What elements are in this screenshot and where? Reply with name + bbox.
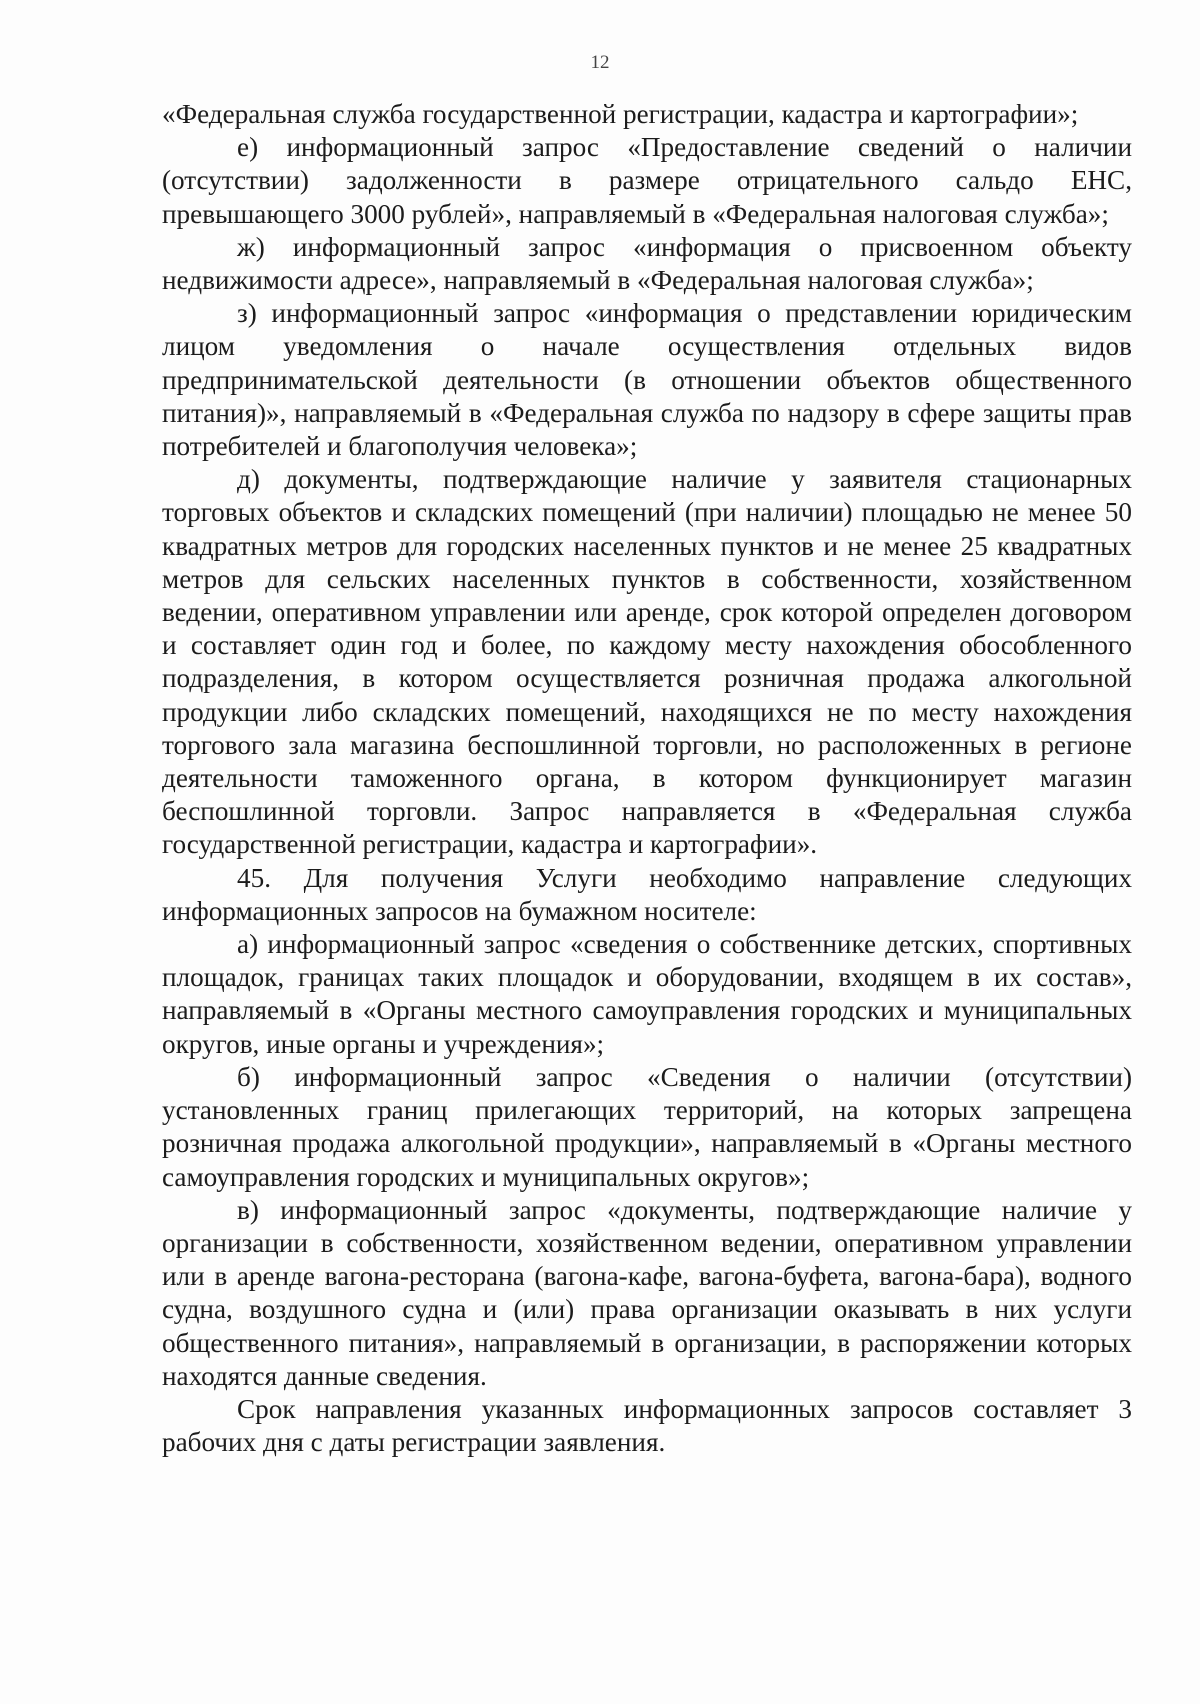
paragraph-item-b: б) информационный запрос «Сведения о наличии (отсутствии) установленных границ прилегающих территорий, на которых запрещена розничная продажа алкогольной продукции», направляемый в «Органы местного самоуправления городских и муниципальных округов»; — [162, 1061, 1132, 1192]
paragraph-item-zh: ж) информационный запрос «информация о присвоенном объекту недвижимости адресе», направляемый в «Федеральная налоговая служба»; — [162, 231, 1132, 296]
paragraph-deadline: Срок направления указанных информационных запросов составляет 3 рабочих дня с даты регистрации заявления. — [162, 1393, 1132, 1458]
paragraph-continuation: «Федеральная служба государственной регистрации, кадастра и картографии»; — [162, 99, 1079, 129]
page-number: 12 — [590, 52, 610, 73]
paragraph-item-a: а) информационный запрос «сведения о собственнике детских, спортивных площадок, границах таких площадок и оборудовании, входящем в их состав», направляемый в «Органы местного самоуправления городских и муниципальных округов, иные органы и учреждения»; — [162, 929, 1132, 1059]
paragraph-section-45: 45. Для получения Услуги необходимо направление следующих информационных запросов на бумажном носителе: — [162, 862, 1132, 926]
paragraph-item-z: з) информационный запрос «информация о представлении юридическим лицом уведомления о начале осуществления отдельных видов предпринимательской деятельности (в отношении объектов общественного питания)», направляемый в «Федеральная служба по надзору в сфере защиты прав потребителей и благополучия человека»; — [162, 298, 1132, 462]
paragraph-item-v: в) информационный запрос «документы, подтверждающие наличие у организации в собственности, хозяйственном ведении, оперативном управлении или в аренде вагона-ресторана (вагона-кафе, вагона-буфета, вагона-бара), водного судна, воздушного судна и (или) права организации оказывать в них услуги общественного питания», направляемый в организации, в распоряжении которых находятся данные сведения. — [162, 1194, 1132, 1391]
document-body — [162, 98, 1132, 1459]
paragraph-item-e: е) информационный запрос «Предоставление сведений о наличии (отсутствии) задолженности в размере отрицательного сальдо ЕНС, превышающего 3000 рублей», направляемый в «Федеральная налоговая служба»; — [162, 132, 1132, 229]
paragraph-item-d: д) документы, подтверждающие наличие у заявителя стационарных торговых объектов и складских помещений (при наличии) площадью не менее 50 квадратных метров для городских населенных пунктов и не менее 25 квадратных метров для сельских населенных пунктов в собственности, хозяйственном ведении, оперативном управлении или аренде, срок которой определен договором и составляет один год и более, по каждому месту нахождения обособленного подразделения, в котором осуществляется розничная продажа алкогольной продукции либо складских помещений, находящихся не по месту нахождения торгового зала магазина беспошлинной торговли, но расположенных в регионе деятельности таможенного органа, в котором функционирует магазин беспошлинной торговли. Запрос направляется в «Федеральная служба государственной регистрации, кадастра и картографии». — [162, 464, 1132, 860]
